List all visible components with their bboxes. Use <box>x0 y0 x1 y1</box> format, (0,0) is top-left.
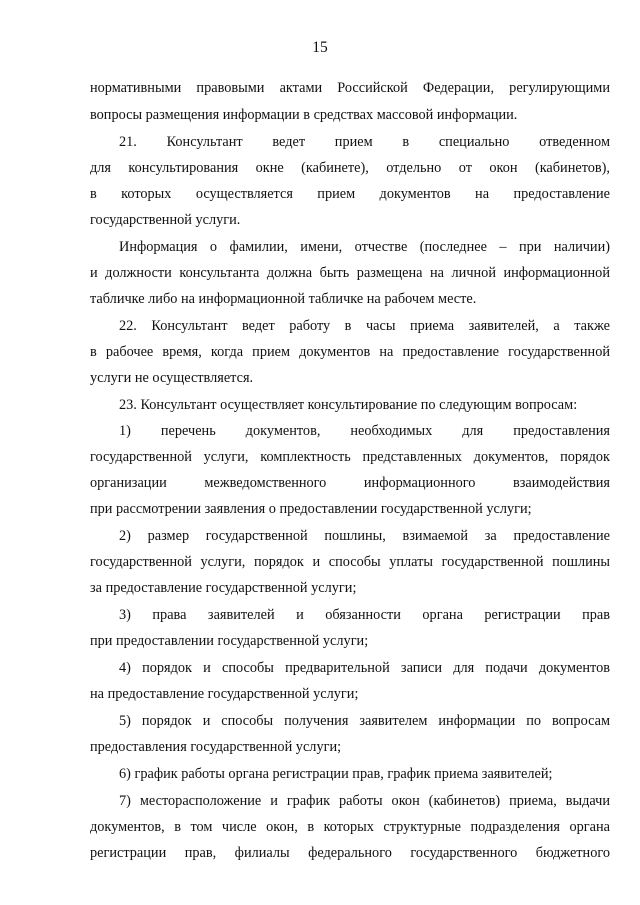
text-line: и должности консультанта должна быть размещена на личной информационной <box>90 265 610 281</box>
text-line: 3) права заявителей и обязанности органа регистрации прав <box>119 607 610 623</box>
text-line: 6) график работы органа регистрации прав, график приема заявителей; <box>119 766 553 782</box>
text-line: 7) месторасположение и график работы окон (кабинетов) приема, выдачи <box>119 793 610 809</box>
text-line: 21. Консультант ведет прием в специально отведенном <box>119 134 610 150</box>
text-line: 2) размер государственной пошлины, взимаемой за предоставление <box>119 528 610 544</box>
text-line: в которых осуществляется прием документов на предоставление <box>90 186 610 202</box>
text-line: при предоставлении государственной услуги; <box>90 633 369 649</box>
text-line: регистрации прав, филиалы федерального государственного бюджетного <box>90 845 610 861</box>
text-line: государственной услуги, комплектность представленных документов, порядок <box>90 449 610 465</box>
text-line: 23. Консультант осуществляет консультирование по следующим вопросам: <box>119 397 578 413</box>
page-number: 15 <box>312 39 328 56</box>
text-line: документов, в том числе окон, в которых структурные подразделения органа <box>90 819 610 835</box>
text-line: 1) перечень документов, необходимых для предоставления <box>119 423 610 439</box>
text-line: 4) порядок и способы предварительной записи для подачи документов <box>119 660 610 676</box>
text-line: государственной услуги, порядок и способы уплаты государственной пошлины <box>90 554 610 570</box>
text-line: предоставления государственной услуги; <box>90 739 342 755</box>
text-line: при рассмотрении заявления о предоставлении государственной услуги; <box>90 501 532 517</box>
text-line: услуги не осуществляется. <box>90 370 254 386</box>
text-line: за предоставление государственной услуги; <box>90 580 357 596</box>
text-line: вопросы размещения информации в средствах массовой информации. <box>90 107 518 123</box>
text-line: табличке либо на информационной табличке на рабочем месте. <box>90 291 477 307</box>
text-line: 22. Консультант ведет работу в часы приема заявителей, а также <box>119 318 610 334</box>
text-line: Информация о фамилии, имени, отчестве (последнее – при наличии) <box>119 239 610 255</box>
text-line: в рабочее время, когда прием документов на предоставление государственной <box>90 344 610 360</box>
text-line: на предоставление государственной услуги; <box>90 686 359 702</box>
text-line: нормативными правовыми актами Российской Федерации, регулирующими <box>90 80 610 96</box>
text-line: организации межведомственного информационного взаимодействия <box>90 475 610 491</box>
text-line: для консультирования окне (кабинете), отдельно от окон (кабинетов), <box>90 160 610 176</box>
text-line: 5) порядок и способы получения заявителем информации по вопросам <box>119 713 610 729</box>
text-line: государственной услуги. <box>90 212 241 228</box>
